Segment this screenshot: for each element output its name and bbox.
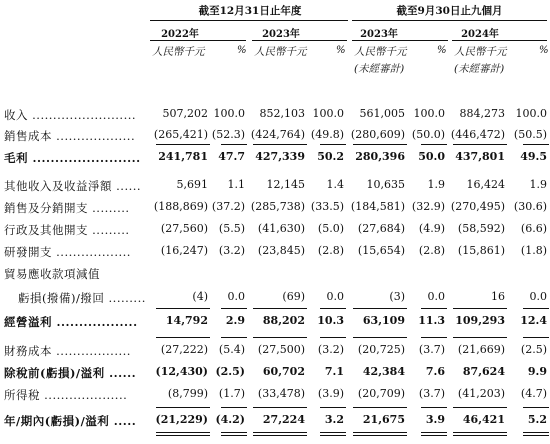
percent-cell: (50.5) [513,128,547,141]
percent-label: % [336,45,346,56]
amount-cell: (3) [389,290,405,303]
unit-label: 人民幣千元 [254,46,307,58]
subtotal-rule [253,432,307,433]
row-label: 貿易應收款項減值 [4,267,100,281]
percent-cell: (4.7) [520,387,547,400]
subtotal-rule [353,407,407,408]
percent-cell: (3.2) [218,244,245,257]
amount-cell: (12,430) [155,365,208,378]
subtotal-rule [253,308,307,309]
amount-cell: (23,845) [257,244,305,257]
amount-cell: (446,472) [450,128,505,141]
total-double-rule [253,435,307,436]
subtotal-rule [453,308,507,309]
percent-cell: (3.7) [418,387,445,400]
percent-cell: 0.0 [227,290,245,303]
percent-cell: 100.0 [213,107,245,120]
amount-cell: (33,478) [257,387,305,400]
subtotal-rule [156,432,210,433]
amount-cell: (188,869) [153,200,208,213]
percent-cell: 2.9 [225,314,245,327]
amount-cell: (41,630) [257,222,305,235]
amount-cell: (27,222) [160,343,208,356]
percent-cell: (30.6) [513,200,547,213]
subtotal-rule [156,407,210,408]
amount-cell: 884,273 [459,107,505,120]
percent-cell: (49.8) [310,128,344,141]
percent-cell: 1.4 [326,178,344,191]
year-header: 2024年 [461,29,499,40]
percent-cell: 9.9 [527,365,547,378]
amount-cell: 16 [491,290,505,303]
amount-cell: 427,339 [255,150,305,163]
percent-cell: 3.2 [324,413,344,426]
percent-cell: 0.0 [529,290,547,303]
percent-cell: (33.5) [310,200,344,213]
percent-cell: 0.0 [427,290,445,303]
percent-cell: (32.9) [411,200,445,213]
amount-cell: 88,202 [262,314,305,327]
row-label: 銷售及分銷開支 ......... [4,201,130,215]
amount-cell: (424,764) [250,128,305,141]
amount-cell: 14,792 [165,314,208,327]
subtotal-rule [453,144,507,145]
percent-cell: (2.5) [520,343,547,356]
row-label: 所得稅 .................... [4,388,128,402]
amount-cell: 60,702 [262,365,305,378]
amount-cell: (20,725) [357,343,405,356]
row-label: 財務成本 .................. [4,344,131,358]
total-double-rule [523,435,549,436]
amount-cell: 241,781 [158,150,208,163]
row-label: 收入 ......................... [4,108,137,122]
year-header: 2023年 [360,29,398,40]
row-label: 年/期內(虧損)/溢利 ..... [4,414,137,428]
subtotal-rule [453,337,507,338]
amount-cell: 21,675 [362,413,405,426]
percent-cell: (5.5) [218,222,245,235]
header-group-full-year: 截至12月31日止年度 [198,5,302,17]
amount-cell: 507,202 [162,107,208,120]
amount-cell: 852,103 [259,107,305,120]
amount-cell: (41,203) [457,387,505,400]
amount-cell: (58,592) [457,222,505,235]
percent-cell: 0.0 [326,290,344,303]
percent-cell: 47.7 [218,150,245,163]
total-double-rule [421,435,447,436]
row-label: 毛利 ........................ [4,151,141,165]
amount-cell: 16,424 [466,178,505,191]
row-label: 研發開支 .................. [4,245,131,259]
row-label: 虧損(撥備)/撥回 ......... [18,291,146,305]
unit-label: 人民幣千元 [454,46,507,58]
percent-cell: 49.5 [520,150,547,163]
percent-cell: 100.0 [312,107,344,120]
subtotal-rule [353,144,407,145]
percent-cell: 3.9 [425,413,445,426]
subtotal-rule [253,144,307,145]
unaudited-label: (未經審計) [354,63,405,75]
amount-cell: (27,560) [160,222,208,235]
subtotal-rule [523,337,549,338]
amount-cell: (16,247) [160,244,208,257]
percent-cell: (2.8) [418,244,445,257]
amount-cell: 437,801 [455,150,505,163]
percent-cell: 100.0 [413,107,445,120]
percent-cell: (2.5) [215,365,245,378]
year-rule [150,40,246,41]
percent-label: % [237,45,247,56]
percent-cell: 50.0 [418,150,445,163]
subtotal-rule [421,407,447,408]
amount-cell: (15,654) [357,244,405,257]
subtotal-rule [453,432,507,433]
percent-label: % [437,45,447,56]
subtotal-rule [221,432,247,433]
amount-cell: (21,669) [457,343,505,356]
total-double-rule [221,435,247,436]
total-double-rule [453,435,507,436]
amount-cell: (4) [192,290,208,303]
subtotal-rule [421,144,447,145]
percent-cell: (52.3) [211,128,245,141]
amount-cell: (15,861) [457,244,505,257]
amount-cell: 561,005 [359,107,405,120]
percent-cell: (3.9) [317,387,344,400]
subtotal-rule [523,144,549,145]
row-label: 除稅前(虧損)/溢利 ...... [4,366,137,380]
amount-cell: (280,609) [350,128,405,141]
percent-cell: 10.3 [317,314,344,327]
percent-cell: (4.9) [418,222,445,235]
subtotal-rule [320,432,346,433]
subtotal-rule [156,144,210,145]
subtotal-rule [421,308,447,309]
percent-cell: (6.6) [520,222,547,235]
row-label: 經營溢利 .................. [4,315,138,329]
subtotal-rule [353,432,407,433]
subtotal-rule [523,407,549,408]
amount-cell: (21,229) [155,413,208,426]
percent-cell: (37.2) [211,200,245,213]
amount-cell: 87,624 [462,365,505,378]
subtotal-rule [156,308,210,309]
subtotal-rule [353,337,407,338]
percent-cell: (50.0) [411,128,445,141]
subtotal-rule [253,407,307,408]
amount-cell: (285,738) [250,200,305,213]
year-rule [352,40,448,41]
amount-cell: (265,421) [153,128,208,141]
subtotal-rule [320,144,346,145]
header-group-rule [150,20,348,21]
subtotal-rule [253,337,307,338]
total-double-rule [156,435,210,436]
amount-cell: 27,224 [262,413,305,426]
row-label: 行政及其他開支 ......... [4,223,130,237]
subtotal-rule [221,308,247,309]
percent-cell: (3.2) [317,343,344,356]
percent-cell: 5.2 [527,413,547,426]
percent-cell: (2.8) [317,244,344,257]
amount-cell: 10,635 [366,178,405,191]
percent-cell: (3.7) [418,343,445,356]
amount-cell: 12,145 [266,178,305,191]
total-double-rule [320,435,346,436]
percent-cell: 100.0 [515,107,547,120]
subtotal-rule [320,337,346,338]
subtotal-rule [221,337,247,338]
amount-cell: 63,109 [362,314,405,327]
subtotal-rule [320,308,346,309]
subtotal-rule [221,144,247,145]
percent-cell: 50.2 [317,150,344,163]
percent-cell: 1.1 [227,178,245,191]
percent-cell: 7.6 [425,365,445,378]
amount-cell: (184,581) [350,200,405,213]
amount-cell: 5,691 [176,178,208,191]
subtotal-rule [421,337,447,338]
year-rule [252,40,347,41]
percent-cell: 1.9 [427,178,445,191]
amount-cell: (20,709) [357,387,405,400]
amount-cell: (270,495) [450,200,505,213]
subtotal-rule [523,432,549,433]
subtotal-rule [320,407,346,408]
header-group-rule [352,20,547,21]
amount-cell: (27,684) [357,222,405,235]
percent-cell: (1.7) [218,387,245,400]
subtotal-rule [421,432,447,433]
percent-cell: 12.4 [520,314,547,327]
amount-cell: (27,500) [257,343,305,356]
percent-cell: (5.0) [317,222,344,235]
amount-cell: (8,799) [167,387,208,400]
subtotal-rule [453,407,507,408]
subtotal-rule [523,308,549,309]
year-header: 2023年 [262,29,300,40]
subtotal-rule [156,337,210,338]
subtotal-rule [353,308,407,309]
subtotal-rule [221,407,247,408]
amount-cell: 109,293 [455,314,505,327]
unaudited-label: (未經審計) [454,63,505,75]
unit-label: 人民幣千元 [354,46,407,58]
total-double-rule [353,435,407,436]
row-label: 其他收入及收益淨額 ...... [4,179,142,193]
year-rule [452,40,547,41]
percent-label: % [539,45,549,56]
header-group-nine-months: 截至9月30日止九個月 [396,5,503,17]
amount-cell: 42,384 [362,365,405,378]
amount-cell: (69) [282,290,305,303]
row-label: 銷售成本 ................... [4,129,136,143]
percent-cell: 1.9 [529,178,547,191]
amount-cell: 46,421 [462,413,505,426]
percent-cell: (4.2) [215,413,245,426]
percent-cell: 11.3 [418,314,445,327]
percent-cell: (5.4) [218,343,245,356]
percent-cell: 7.1 [324,365,344,378]
percent-cell: (1.8) [520,244,547,257]
unit-label: 人民幣千元 [152,46,205,58]
amount-cell: 280,396 [355,150,405,163]
year-header: 2022年 [161,29,199,40]
